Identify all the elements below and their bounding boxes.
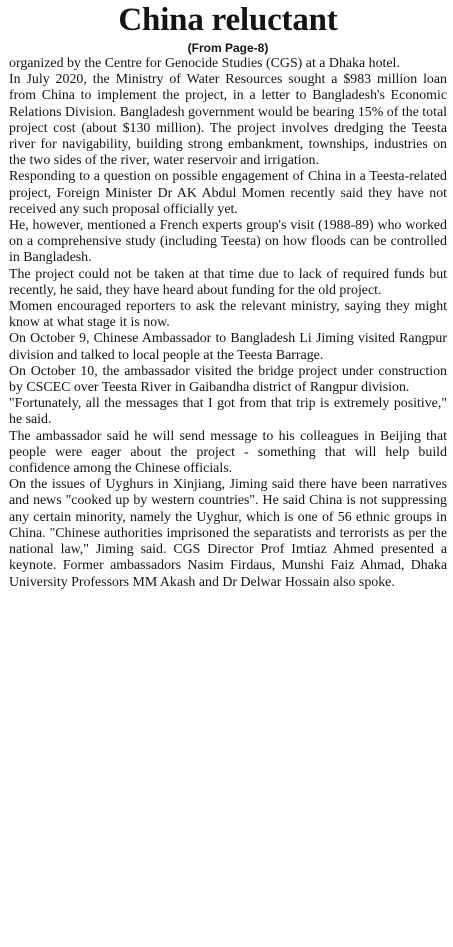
- paragraph: "Fortunately, all the messages that I got from that trip is extremely positive," he said.: [9, 396, 447, 428]
- article-body: [9, 56, 447, 591]
- paragraph: Responding to a question on possible engagement of China in a Teesta-related project, Foreign Minister Dr AK Abdul Momen recently said they have not received any such proposal officially yet.: [9, 169, 447, 217]
- paragraph: organized by the Centre for Genocide Studies (CGS) at a Dhaka hotel.: [9, 56, 400, 71]
- paragraph: On the issues of Uyghurs in Xinjiang, Jiming said there have been narratives and news "cooked up by western countries". He said China is not suppressing any certain minority, namely the Uyghur, which is one of 56 ethnic groups in China. "Chinese authorities imprisoned the separatists and terrorists as per the national law," Jiming said. CGS Director Prof Imtiaz Ahmed presented a keynote. Former ambassadors Nasim Firdaus, Munshi Faiz Ahmad, Dhaka University Professors MM Akash and Dr Delwar Hossain also spoke.: [9, 477, 447, 590]
- headline: China reluctant: [118, 2, 338, 38]
- paragraph: On October 10, the ambassador visited the bridge project under construction by CSCEC over Teesta River in Gaibandha district of Rangpur division.: [9, 363, 447, 396]
- paragraph: On October 9, Chinese Ambassador to Bangladesh Li Jiming visited Rangpur division and talked to local people at the Teesta Barrage.: [9, 331, 447, 363]
- paragraph: The ambassador said he will send message to his colleagues in Beijing that people were eager about the project - something that will help build confidence among the Chinese officials.: [9, 428, 447, 477]
- paragraph: He, however, mentioned a French experts group's visit (1988-89) who worked on a comprehensive study (including Teesta) on how floods can be controlled in Bangladesh.: [9, 218, 447, 266]
- paragraph: In July 2020, the Ministry of Water Resources sought a $983 million loan from China to implement the project, in a letter to Bangladesh's Economic Relations Division. Bangladesh government would be bearing 15% of the total project cost (about $130 million). The project involves dredging the Teesta river for navigability, building strong embankment, townships, industries on the two sides of the river, water reservoir and irrigation.: [9, 72, 447, 169]
- paragraph: Momen encouraged reporters to ask the relevant ministry, saying they might know at what stage it is now.: [9, 299, 447, 331]
- continued-from-label: (From Page-8): [187, 41, 269, 55]
- paragraph: The project could not be taken at that time due to lack of required funds but recently, he said, they have heard about funding for the old project.: [9, 266, 447, 298]
